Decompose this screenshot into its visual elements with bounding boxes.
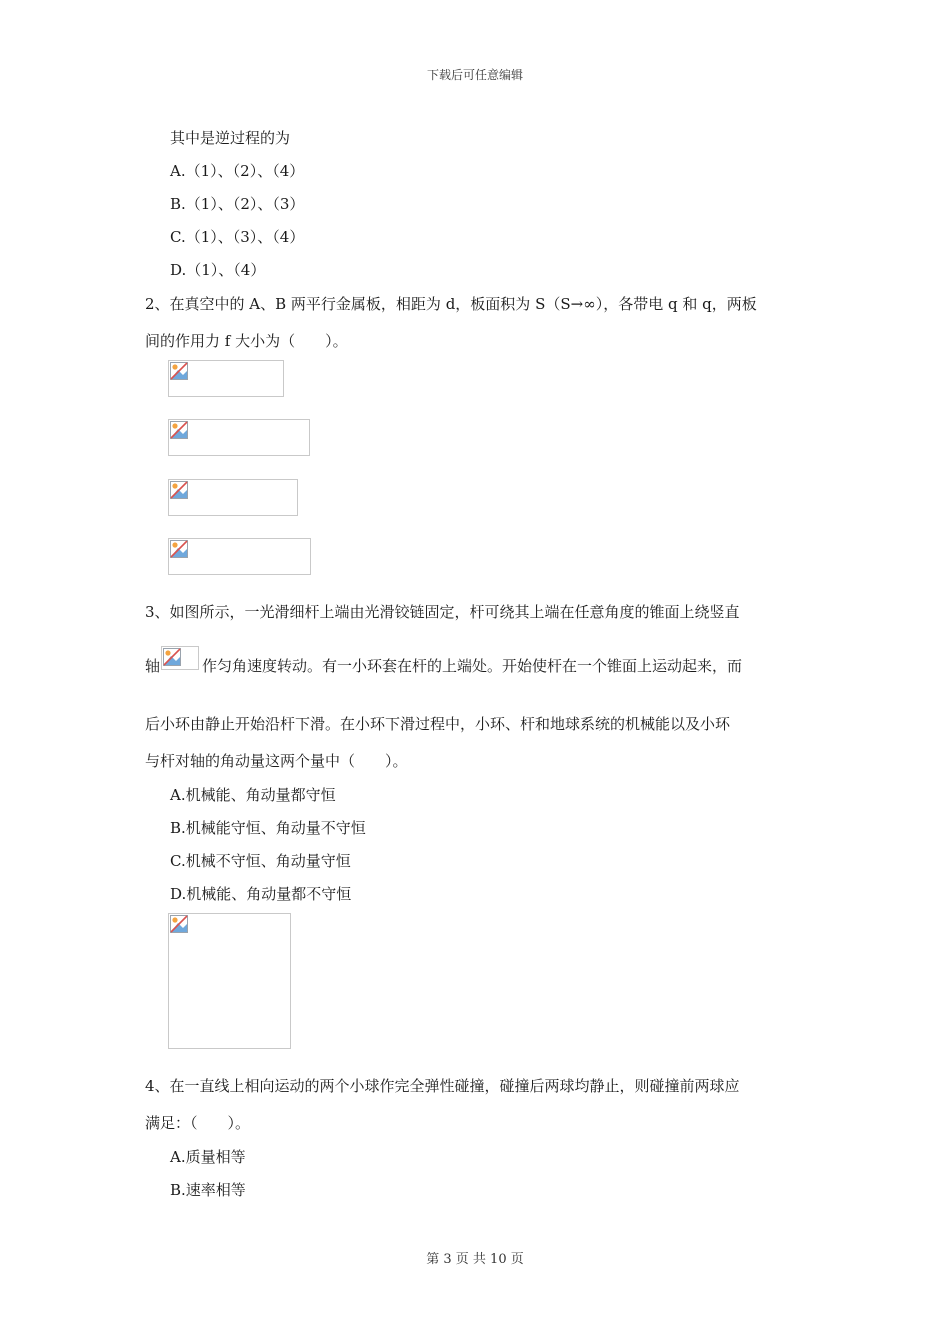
q3-stem-line2-pre: 轴 [145, 657, 161, 675]
q4-option-a: A.质量相等 [170, 1148, 246, 1166]
q1-option-b: B.（1）、（2）、（3） [170, 195, 305, 213]
q3-stem-line1: 3、如图所示，一光滑细杆上端由光滑铰链固定，杆可绕其上端在任意角度的锥面上绕竖直 [145, 603, 740, 621]
q1-option-c: C.（1）、（3）、（4） [170, 228, 305, 246]
q2-option-d-image [168, 538, 311, 575]
q2-option-a-image [168, 360, 284, 397]
q2-stem-line1: 2、在真空中的 A、B 两平行金属板，相距为 d，板面积为 S（S→∞），各带电 q 和 q，两板 [145, 295, 757, 313]
q3-figure-image [168, 913, 291, 1049]
q3-stem-line3: 后小环由静止开始沿杆下滑。在小环下滑过程中，小环、杆和地球系统的机械能以及小环 [145, 715, 731, 733]
q2-stem-line2: 间的作用力 f 大小为（ ）。 [145, 332, 348, 350]
q3-option-b: B.机械能守恒、角动量不守恒 [170, 819, 366, 837]
q3-option-d: D.机械能、角动量都不守恒 [170, 885, 352, 903]
q4-stem-line2: 满足：（ ）。 [145, 1114, 251, 1132]
broken-image-icon [170, 915, 188, 933]
q4-option-b: B.速率相等 [170, 1181, 246, 1199]
q2-option-c-image [168, 479, 298, 516]
q1-option-a: A.（1）、（2）、（4） [170, 162, 305, 180]
broken-image-icon [170, 481, 188, 499]
q1-intro: 其中是逆过程的为 [170, 129, 291, 147]
q3-inline-omega-image [161, 646, 199, 670]
q3-stem-line4: 与杆对轴的角动量这两个量中（ ）。 [145, 752, 408, 770]
page-header: 下载后可任意编辑 [426, 68, 523, 82]
q3-option-a: A.机械能、角动量都守恒 [170, 786, 336, 804]
q1-option-d: D.（1）、（4） [170, 261, 266, 279]
broken-image-icon [170, 540, 188, 558]
q3-stem-line2-post: 作匀角速度转动。有一小环套在杆的上端处。开始使杆在一个锥面上运动起来，而 [202, 657, 743, 675]
q4-stem-line1: 4、在一直线上相向运动的两个小球作完全弹性碰撞，碰撞后两球均静止，则碰撞前两球应 [145, 1077, 740, 1095]
broken-image-icon [170, 421, 188, 439]
page-footer: 第 3 页 共 10 页 [426, 1252, 524, 1267]
broken-image-icon [170, 362, 188, 380]
broken-image-icon [163, 648, 181, 666]
q3-option-c: C.机械不守恒、角动量守恒 [170, 852, 351, 870]
q2-option-b-image [168, 419, 310, 456]
